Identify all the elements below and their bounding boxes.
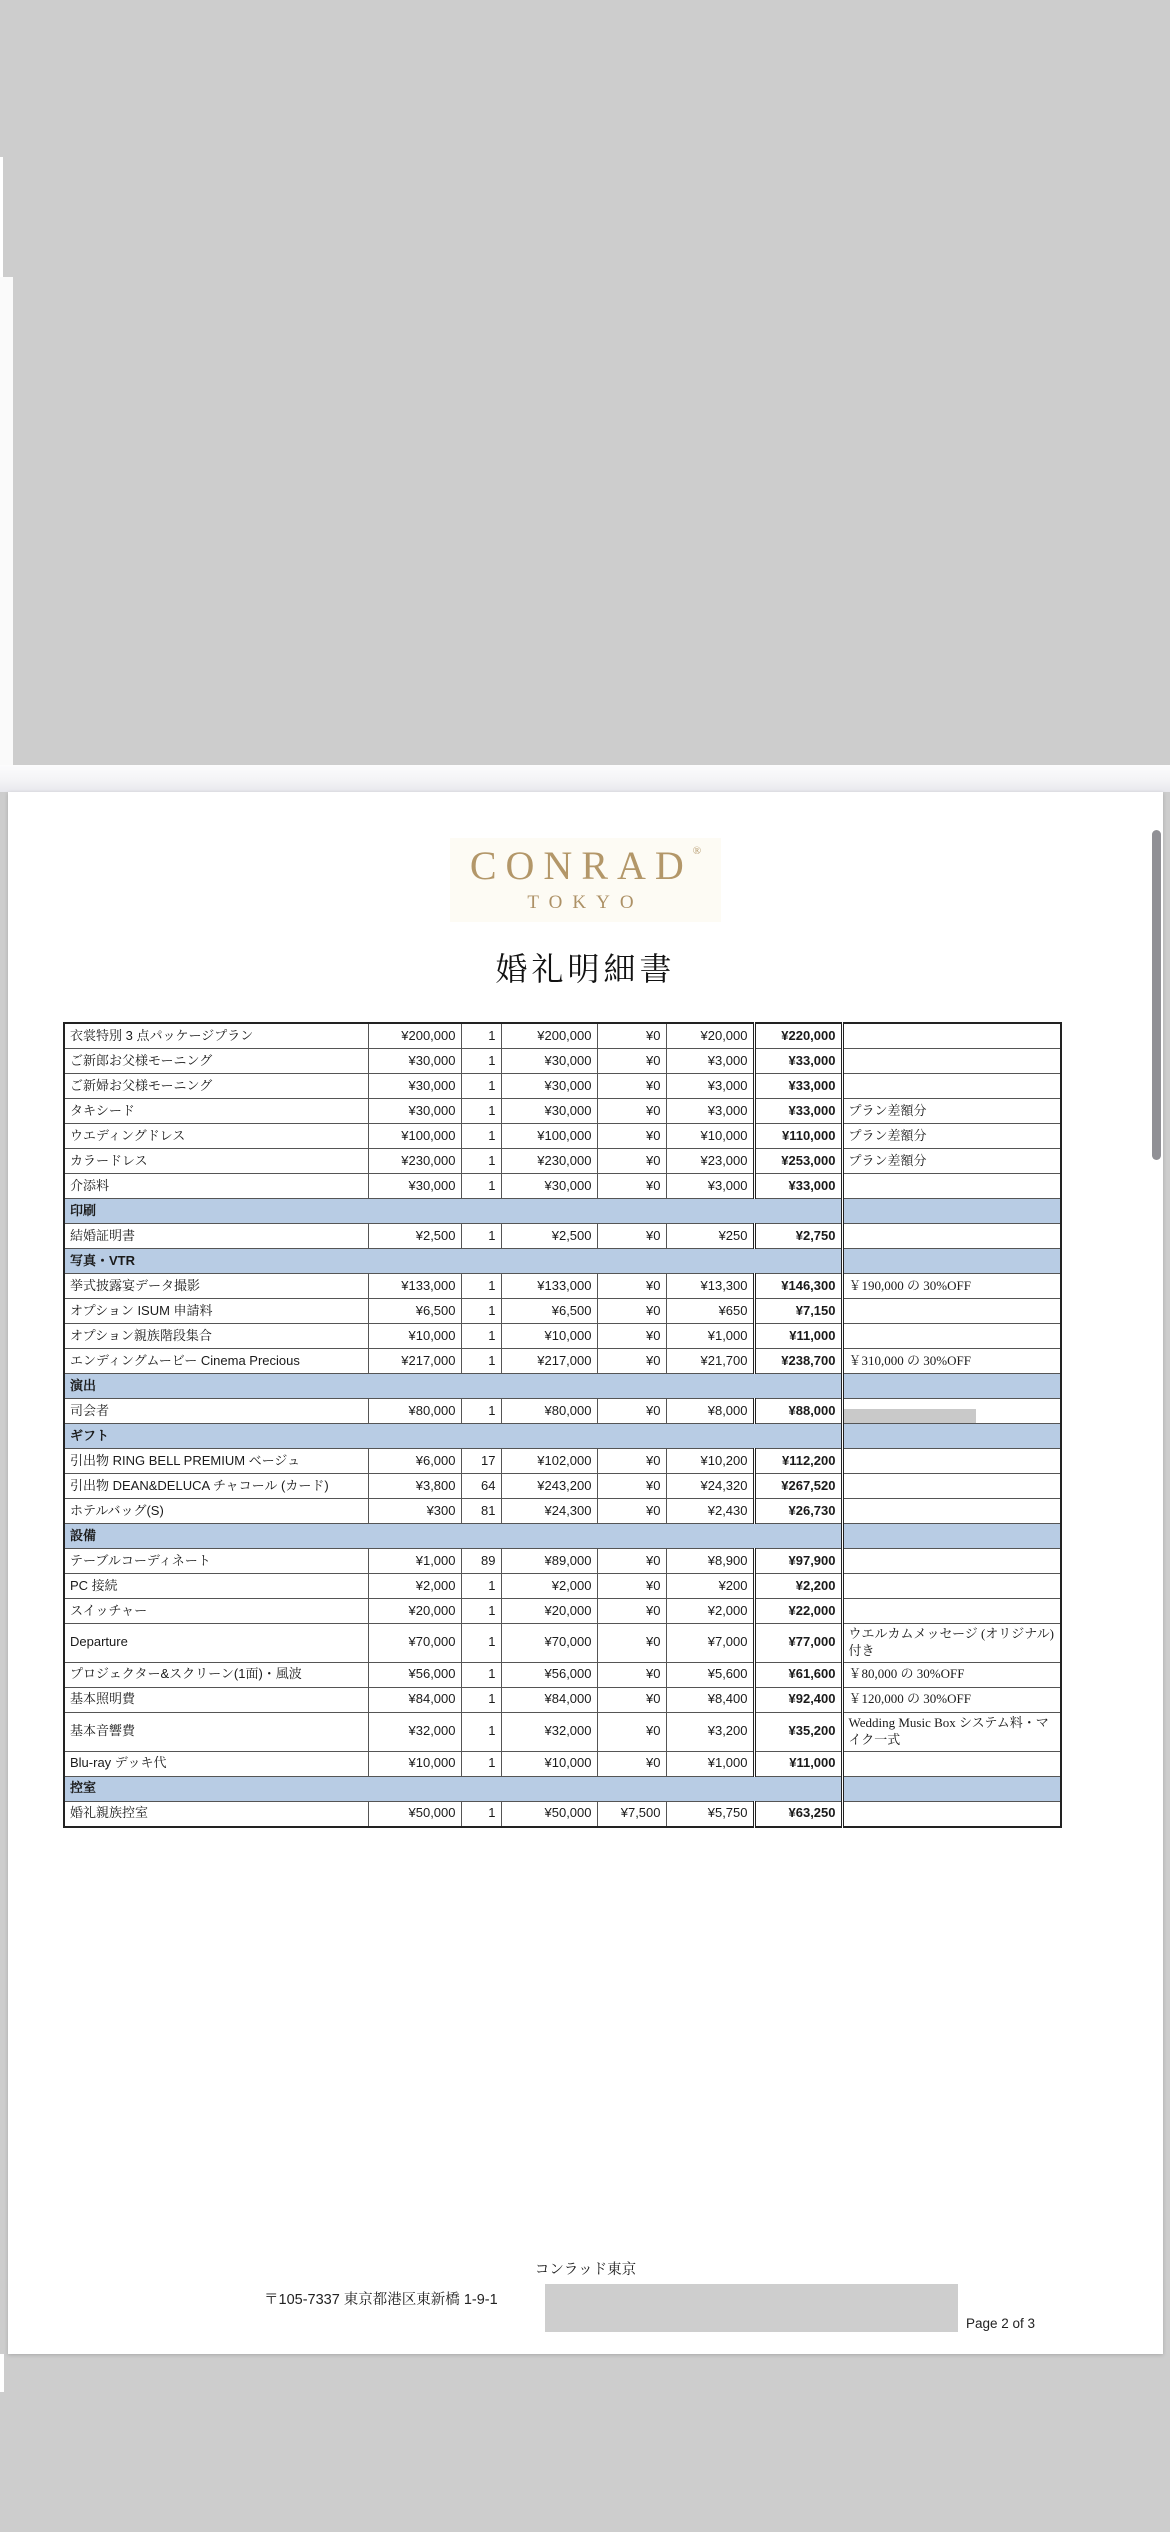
- cell-tax: ¥20,000: [666, 1023, 754, 1049]
- cell-item: 基本音響費: [64, 1712, 368, 1751]
- cell-unit-price: ¥32,000: [368, 1712, 461, 1751]
- cell-qty: 1: [461, 1624, 501, 1663]
- cell-service: ¥0: [597, 1624, 666, 1663]
- table-row: [64, 1023, 1061, 1049]
- cell-amount: ¥100,000: [501, 1124, 597, 1149]
- cell-unit-price: ¥10,000: [368, 1751, 461, 1776]
- cell-amount: ¥102,000: [501, 1449, 597, 1474]
- cell-qty: 1: [461, 1049, 501, 1074]
- cell-service: ¥0: [597, 1751, 666, 1776]
- cell-tax: ¥3,200: [666, 1712, 754, 1751]
- section-header-row: [64, 1776, 1061, 1801]
- table-row: [64, 1449, 1061, 1474]
- cell-unit-price: ¥6,500: [368, 1299, 461, 1324]
- cell-qty: 1: [461, 1399, 501, 1424]
- cell-service: ¥0: [597, 1687, 666, 1712]
- cell-qty: 1: [461, 1023, 501, 1049]
- cell-item: ご新郎お父様モーニング: [64, 1049, 368, 1074]
- cell-tax: ¥2,430: [666, 1499, 754, 1524]
- cell-amount: ¥56,000: [501, 1662, 597, 1687]
- cell-note: プラン差額分: [842, 1124, 1061, 1149]
- cell-total: ¥33,000: [754, 1074, 842, 1099]
- cell-total: ¥26,730: [754, 1499, 842, 1524]
- cell-amount: ¥30,000: [501, 1074, 597, 1099]
- cell-total: ¥220,000: [754, 1023, 842, 1049]
- cell-qty: 81: [461, 1499, 501, 1524]
- cell-qty: 1: [461, 1751, 501, 1776]
- cell-unit-price: ¥30,000: [368, 1174, 461, 1199]
- cell-amount: ¥2,500: [501, 1224, 597, 1249]
- table-row: [64, 1801, 1061, 1827]
- footer-address: 〒105-7337 東京都港区東新橋 1-9-1: [264, 2292, 498, 2308]
- cell-total: ¥2,200: [754, 1574, 842, 1599]
- table-row: [64, 1149, 1061, 1174]
- cell-total: ¥11,000: [754, 1324, 842, 1349]
- cell-item: ウエディングドレス: [64, 1124, 368, 1149]
- cell-total: ¥146,300: [754, 1274, 842, 1299]
- cell-total: ¥22,000: [754, 1599, 842, 1624]
- section-header-row: [64, 1524, 1061, 1549]
- cell-unit-price: ¥30,000: [368, 1099, 461, 1124]
- table-row: [64, 1399, 1061, 1424]
- cell-service: ¥7,500: [597, 1801, 666, 1827]
- cell-amount: ¥2,000: [501, 1574, 597, 1599]
- cell-total: ¥63,250: [754, 1801, 842, 1827]
- cell-service: ¥0: [597, 1349, 666, 1374]
- cell-note: [842, 1801, 1061, 1827]
- cell-note: Wedding Music Box システム料・マイク一式: [842, 1712, 1061, 1751]
- cell-total: ¥267,520: [754, 1474, 842, 1499]
- cell-item: オプション ISUM 申請料: [64, 1299, 368, 1324]
- cell-amount: ¥84,000: [501, 1687, 597, 1712]
- cell-total: ¥88,000: [754, 1399, 842, 1424]
- cell-note: ￥190,000 の 30%OFF: [842, 1274, 1061, 1299]
- cell-unit-price: ¥300: [368, 1499, 461, 1524]
- cell-total: ¥77,000: [754, 1624, 842, 1663]
- cell-note: [842, 1574, 1061, 1599]
- cell-item: 挙式披露宴データ撮影: [64, 1274, 368, 1299]
- cell-qty: 1: [461, 1712, 501, 1751]
- cell-item: 基本照明費: [64, 1687, 368, 1712]
- cell-service: ¥0: [597, 1224, 666, 1249]
- table-row: [64, 1274, 1061, 1299]
- cell-qty: 17: [461, 1449, 501, 1474]
- cell-amount: ¥89,000: [501, 1549, 597, 1574]
- cell-unit-price: ¥100,000: [368, 1124, 461, 1149]
- cell-service: ¥0: [597, 1549, 666, 1574]
- table-row: [64, 1224, 1061, 1249]
- cell-unit-price: ¥2,500: [368, 1224, 461, 1249]
- table-row: [64, 1712, 1061, 1751]
- cell-qty: 1: [461, 1299, 501, 1324]
- cell-tax: ¥5,750: [666, 1801, 754, 1827]
- cell-note: [842, 1549, 1061, 1574]
- cell-note: ￥310,000 の 30%OFF: [842, 1349, 1061, 1374]
- page-separator: [0, 765, 1170, 792]
- cell-note: [842, 1474, 1061, 1499]
- scrollbar-thumb[interactable]: [1152, 830, 1161, 1160]
- registered-mark-icon: ®: [692, 845, 702, 857]
- cell-qty: 1: [461, 1224, 501, 1249]
- cell-total: ¥238,700: [754, 1349, 842, 1374]
- cell-total: ¥7,150: [754, 1299, 842, 1324]
- cell-tax: ¥10,000: [666, 1124, 754, 1149]
- cell-tax: ¥10,200: [666, 1449, 754, 1474]
- cell-service: ¥0: [597, 1174, 666, 1199]
- cell-item: ホテルバッグ(S): [64, 1499, 368, 1524]
- section-title: 印刷: [64, 1199, 842, 1224]
- cell-qty: 1: [461, 1349, 501, 1374]
- cell-unit-price: ¥50,000: [368, 1801, 461, 1827]
- logo-brand-text: CONRAD: [469, 843, 693, 888]
- cell-amount: ¥217,000: [501, 1349, 597, 1374]
- cell-item: Blu-ray デッキ代: [64, 1751, 368, 1776]
- cell-qty: 1: [461, 1274, 501, 1299]
- redaction-box: [842, 1409, 976, 1424]
- cell-amount: ¥230,000: [501, 1149, 597, 1174]
- cell-total: ¥110,000: [754, 1124, 842, 1149]
- cell-tax: ¥8,900: [666, 1549, 754, 1574]
- cell-service: ¥0: [597, 1274, 666, 1299]
- cell-unit-price: ¥20,000: [368, 1599, 461, 1624]
- cell-note: [842, 1023, 1061, 1049]
- cell-service: ¥0: [597, 1574, 666, 1599]
- cell-note: [842, 1599, 1061, 1624]
- cell-item: 結婚証明書: [64, 1224, 368, 1249]
- section-title: ギフト: [64, 1424, 842, 1449]
- section-header-row: [64, 1249, 1061, 1274]
- cell-tax: ¥7,000: [666, 1624, 754, 1663]
- cell-service: ¥0: [597, 1474, 666, 1499]
- table-row: [64, 1349, 1061, 1374]
- cell-item: タキシード: [64, 1099, 368, 1124]
- cell-tax: ¥3,000: [666, 1049, 754, 1074]
- cell-qty: 1: [461, 1074, 501, 1099]
- cell-qty: 1: [461, 1599, 501, 1624]
- cell-unit-price: ¥1,000: [368, 1549, 461, 1574]
- cell-unit-price: ¥217,000: [368, 1349, 461, 1374]
- section-title: 演出: [64, 1374, 842, 1399]
- cell-service: ¥0: [597, 1099, 666, 1124]
- cell-note: プラン差額分: [842, 1149, 1061, 1174]
- cell-item: 引出物 RING BELL PREMIUM ベージュ: [64, 1449, 368, 1474]
- cell-service: ¥0: [597, 1499, 666, 1524]
- logo-city-text: TOKYO: [527, 892, 644, 913]
- cell-item: テーブルコーディネート: [64, 1549, 368, 1574]
- cell-qty: 89: [461, 1549, 501, 1574]
- cell-amount: ¥133,000: [501, 1274, 597, 1299]
- cell-item: ご新婦お父様モーニング: [64, 1074, 368, 1099]
- table-row: [64, 1049, 1061, 1074]
- cell-total: ¥61,600: [754, 1662, 842, 1687]
- cell-unit-price: ¥2,000: [368, 1574, 461, 1599]
- section-title: 控室: [64, 1776, 842, 1801]
- document-page: [8, 792, 1163, 2354]
- cell-unit-price: ¥200,000: [368, 1023, 461, 1049]
- cell-qty: 1: [461, 1174, 501, 1199]
- cell-service: ¥0: [597, 1299, 666, 1324]
- cell-qty: 1: [461, 1801, 501, 1827]
- cell-total: ¥97,900: [754, 1549, 842, 1574]
- table-row: [64, 1299, 1061, 1324]
- cell-qty: 1: [461, 1149, 501, 1174]
- cell-service: ¥0: [597, 1324, 666, 1349]
- cell-amount: ¥10,000: [501, 1324, 597, 1349]
- cell-total: ¥33,000: [754, 1099, 842, 1124]
- table-row: [64, 1124, 1061, 1149]
- table-row: [64, 1751, 1061, 1776]
- cell-note: プラン差額分: [842, 1099, 1061, 1124]
- invoice-table: [63, 1022, 1062, 1828]
- cell-note: [842, 1224, 1061, 1249]
- cell-service: ¥0: [597, 1599, 666, 1624]
- table-row: [64, 1324, 1061, 1349]
- table-row: [64, 1624, 1061, 1663]
- table-row: [64, 1574, 1061, 1599]
- cell-amount: ¥10,000: [501, 1751, 597, 1776]
- section-note-cell: [842, 1374, 1061, 1399]
- cell-amount: ¥6,500: [501, 1299, 597, 1324]
- table-row: [64, 1474, 1061, 1499]
- section-note-cell: [842, 1424, 1061, 1449]
- section-header-row: [64, 1424, 1061, 1449]
- cell-item: PC 接続: [64, 1574, 368, 1599]
- section-note-cell: [842, 1776, 1061, 1801]
- cell-total: ¥11,000: [754, 1751, 842, 1776]
- cell-service: ¥0: [597, 1399, 666, 1424]
- table-row: [64, 1599, 1061, 1624]
- cell-service: ¥0: [597, 1712, 666, 1751]
- cell-amount: ¥50,000: [501, 1801, 597, 1827]
- redaction-box: [545, 2284, 958, 2332]
- cell-unit-price: ¥230,000: [368, 1149, 461, 1174]
- table-row: [64, 1499, 1061, 1524]
- cell-qty: 1: [461, 1662, 501, 1687]
- section-note-cell: [842, 1524, 1061, 1549]
- cell-tax: ¥3,000: [666, 1099, 754, 1124]
- cell-note: [842, 1299, 1061, 1324]
- cell-unit-price: ¥56,000: [368, 1662, 461, 1687]
- cell-qty: 64: [461, 1474, 501, 1499]
- cell-total: ¥92,400: [754, 1687, 842, 1712]
- cell-unit-price: ¥6,000: [368, 1449, 461, 1474]
- cell-item: Departure: [64, 1624, 368, 1663]
- section-title: 設備: [64, 1524, 842, 1549]
- cell-service: ¥0: [597, 1449, 666, 1474]
- cell-note: [842, 1049, 1061, 1074]
- cell-total: ¥33,000: [754, 1174, 842, 1199]
- cell-amount: ¥70,000: [501, 1624, 597, 1663]
- cell-tax: ¥650: [666, 1299, 754, 1324]
- cell-tax: ¥1,000: [666, 1324, 754, 1349]
- cell-amount: ¥243,200: [501, 1474, 597, 1499]
- table-row: [64, 1549, 1061, 1574]
- section-header-row: [64, 1374, 1061, 1399]
- cell-note: [842, 1751, 1061, 1776]
- cell-item: 介添料: [64, 1174, 368, 1199]
- cell-total: ¥253,000: [754, 1149, 842, 1174]
- cell-item: カラードレス: [64, 1149, 368, 1174]
- table-row: [64, 1687, 1061, 1712]
- cell-note: ウエルカムメッセージ (オリジナル)付き: [842, 1624, 1061, 1663]
- cell-note: ￥120,000 の 30%OFF: [842, 1687, 1061, 1712]
- cell-tax: ¥24,320: [666, 1474, 754, 1499]
- cell-service: ¥0: [597, 1662, 666, 1687]
- cell-note: [842, 1324, 1061, 1349]
- next-page-left-edge: [0, 2354, 4, 2392]
- section-note-cell: [842, 1199, 1061, 1224]
- table-row: [64, 1662, 1061, 1687]
- cell-amount: ¥20,000: [501, 1599, 597, 1624]
- cell-note: [842, 1074, 1061, 1099]
- previous-page-left-margin: [0, 277, 13, 765]
- cell-tax: ¥250: [666, 1224, 754, 1249]
- cell-item: オプション親族階段集合: [64, 1324, 368, 1349]
- cell-amount: ¥200,000: [501, 1023, 597, 1049]
- cell-tax: ¥3,000: [666, 1074, 754, 1099]
- cell-item: 婚礼親族控室: [64, 1801, 368, 1827]
- cell-amount: ¥30,000: [501, 1049, 597, 1074]
- hotel-logo: [8, 838, 1163, 922]
- cell-unit-price: ¥70,000: [368, 1624, 461, 1663]
- cell-item: 司会者: [64, 1399, 368, 1424]
- cell-tax: ¥23,000: [666, 1149, 754, 1174]
- section-title: 写真・VTR: [64, 1249, 842, 1274]
- cell-unit-price: ¥133,000: [368, 1274, 461, 1299]
- cell-unit-price: ¥10,000: [368, 1324, 461, 1349]
- cell-service: ¥0: [597, 1074, 666, 1099]
- cell-service: ¥0: [597, 1023, 666, 1049]
- cell-tax: ¥200: [666, 1574, 754, 1599]
- cell-qty: 1: [461, 1687, 501, 1712]
- cell-tax: ¥8,000: [666, 1399, 754, 1424]
- cell-qty: 1: [461, 1124, 501, 1149]
- cell-tax: ¥5,600: [666, 1662, 754, 1687]
- cell-item: 衣裳特別 3 点パッケージプラン: [64, 1023, 368, 1049]
- cell-unit-price: ¥30,000: [368, 1049, 461, 1074]
- cell-note: ￥80,000 の 30%OFF: [842, 1662, 1061, 1687]
- cell-unit-price: ¥84,000: [368, 1687, 461, 1712]
- cell-note: [842, 1399, 1061, 1424]
- cell-qty: 1: [461, 1324, 501, 1349]
- footer-hotel-name: コンラッド東京: [534, 2262, 637, 2278]
- section-header-row: [64, 1199, 1061, 1224]
- cell-item: 引出物 DEAN&DELUCA チャコール (カード): [64, 1474, 368, 1499]
- cell-note: [842, 1449, 1061, 1474]
- cell-note: [842, 1174, 1061, 1199]
- cell-service: ¥0: [597, 1149, 666, 1174]
- cell-qty: 1: [461, 1099, 501, 1124]
- cell-item: スイッチャー: [64, 1599, 368, 1624]
- cell-tax: ¥21,700: [666, 1349, 754, 1374]
- cell-amount: ¥30,000: [501, 1174, 597, 1199]
- cell-amount: ¥24,300: [501, 1499, 597, 1524]
- cell-service: ¥0: [597, 1049, 666, 1074]
- cell-unit-price: ¥30,000: [368, 1074, 461, 1099]
- cell-item: プロジェクター&スクリーン(1面)・風波: [64, 1662, 368, 1687]
- cell-amount: ¥30,000: [501, 1099, 597, 1124]
- cell-tax: ¥8,400: [666, 1687, 754, 1712]
- cell-total: ¥33,000: [754, 1049, 842, 1074]
- cell-item: エンディングムービー Cinema Precious: [64, 1349, 368, 1374]
- page-title: 婚礼明細書: [495, 951, 676, 987]
- cell-total: ¥2,750: [754, 1224, 842, 1249]
- previous-page-left-edge: [0, 157, 3, 277]
- cell-note: [842, 1499, 1061, 1524]
- cell-amount: ¥32,000: [501, 1712, 597, 1751]
- table-row: [64, 1099, 1061, 1124]
- cell-tax: ¥13,300: [666, 1274, 754, 1299]
- page-number-label: Page 2 of 3: [966, 2316, 1036, 2331]
- section-note-cell: [842, 1249, 1061, 1274]
- cell-unit-price: ¥3,800: [368, 1474, 461, 1499]
- cell-tax: ¥3,000: [666, 1174, 754, 1199]
- cell-tax: ¥1,000: [666, 1751, 754, 1776]
- cell-tax: ¥2,000: [666, 1599, 754, 1624]
- cell-unit-price: ¥80,000: [368, 1399, 461, 1424]
- cell-total: ¥112,200: [754, 1449, 842, 1474]
- table-row: [64, 1074, 1061, 1099]
- cell-qty: 1: [461, 1574, 501, 1599]
- cell-amount: ¥80,000: [501, 1399, 597, 1424]
- cell-total: ¥35,200: [754, 1712, 842, 1751]
- table-row: [64, 1174, 1061, 1199]
- cell-service: ¥0: [597, 1124, 666, 1149]
